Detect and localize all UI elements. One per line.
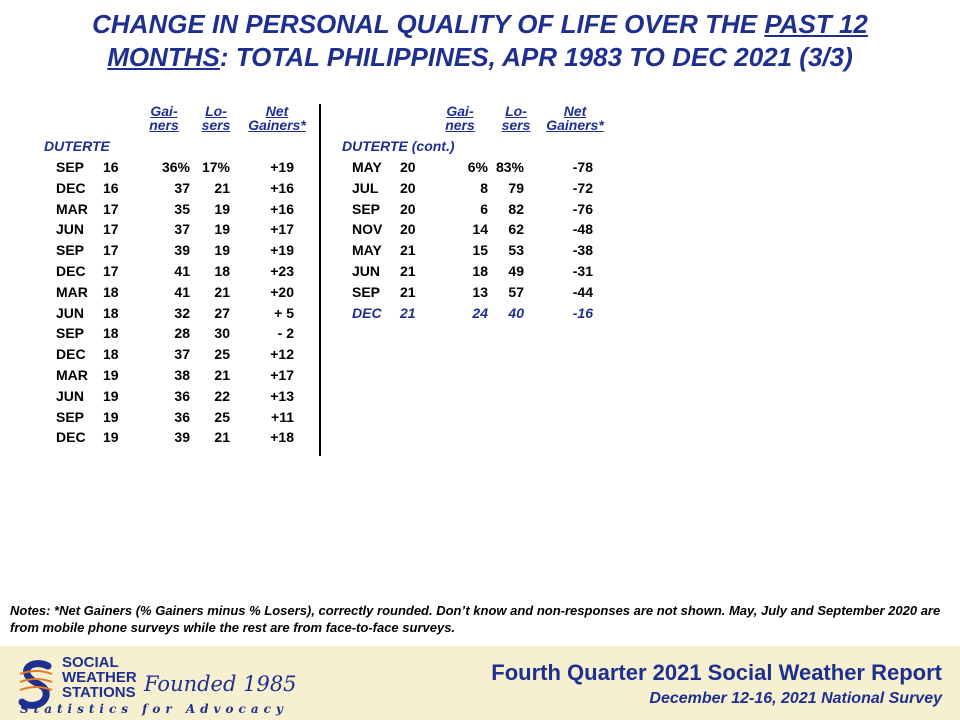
net-gainers-value: +19 (270, 159, 294, 175)
gainers-value: 13 (472, 283, 488, 300)
period-month: JUN (56, 221, 85, 238)
net-gainers-value: +17 (270, 221, 294, 238)
gainers-value: 37 (174, 179, 190, 196)
table-row (0, 282, 960, 302)
gainers-value: 6% (467, 159, 488, 175)
net-gainers-value: +16 (270, 179, 294, 196)
period-month: DEC (56, 263, 86, 279)
losers-value: 30 (214, 325, 230, 342)
losers-value: 17% (201, 159, 230, 175)
losers-value: 25 (214, 408, 230, 425)
net-gainers-value: + 5 (274, 304, 294, 321)
net-gainers-value: -38 (572, 242, 593, 259)
period-month: MAR (56, 200, 88, 217)
period-year: 16 (103, 179, 119, 196)
table-row (0, 240, 960, 260)
survey-date: December 12-16, 2021 National Survey (649, 690, 942, 707)
gainers-header: Gai- ners (149, 103, 179, 133)
losers-value: 62 (508, 221, 524, 238)
period-year: 17 (103, 200, 119, 217)
table-row (0, 261, 960, 281)
net-gainers-value: -72 (572, 179, 593, 196)
gainers-value: 37 (174, 221, 190, 238)
table-row (0, 407, 960, 427)
net-gainers-header: Net Gainers* (248, 103, 306, 133)
period-year: 17 (103, 263, 119, 279)
period-month: SEP (352, 200, 381, 217)
period-year: 19 (103, 408, 119, 425)
losers-value: 79 (508, 179, 524, 196)
net-gainers-value: +20 (270, 283, 294, 300)
losers-value: 21 (214, 367, 230, 383)
period-year: 20 (400, 200, 416, 217)
period-month: MAY (352, 159, 382, 175)
net-gainers-value: -76 (572, 200, 593, 217)
period-year: 19 (103, 367, 119, 383)
period-month: MAY (352, 242, 382, 259)
period-month: JUN (56, 304, 85, 321)
gainers-value: 28 (174, 325, 190, 342)
period-year: 18 (103, 304, 119, 321)
gainers-value: 36 (174, 408, 190, 425)
gainers-value: 18 (472, 263, 488, 279)
period-year: 17 (103, 221, 119, 238)
gainers-value: 36 (174, 387, 190, 404)
report-title: Fourth Quarter 2021 Social Weather Report (491, 660, 942, 685)
losers-value: 57 (508, 283, 524, 300)
section-label: DUTERTE (cont.) (342, 138, 455, 154)
net-gainers-value: -31 (572, 263, 593, 279)
losers-value: 22 (214, 387, 230, 404)
period-month: NOV (352, 221, 383, 238)
net-gainers-value: - 2 (277, 325, 294, 342)
period-year: 21 (400, 242, 416, 259)
period-month: DEC (56, 179, 86, 196)
gainers-value: 41 (174, 263, 190, 279)
period-month: SEP (56, 159, 85, 175)
gainers-value: 14 (472, 221, 488, 238)
period-month: MAR (56, 367, 88, 383)
losers-value: 19 (214, 200, 230, 217)
founded-text: Founded 1985 (144, 672, 297, 696)
losers-value: 21 (214, 179, 230, 196)
losers-value: 25 (214, 346, 230, 363)
period-month: JUN (56, 387, 85, 404)
gainers-value: 36% (161, 159, 190, 175)
period-month: DEC (352, 304, 382, 321)
period-month: DEC (56, 346, 86, 363)
net-gainers-value: -16 (572, 304, 593, 321)
table-row (0, 323, 960, 343)
net-gainers-value: +17 (270, 367, 294, 383)
gainers-header: Gai- ners (445, 103, 475, 133)
net-gainers-value: -44 (572, 283, 593, 300)
period-month: DEC (56, 429, 86, 446)
losers-value: 83% (495, 159, 524, 175)
period-year: 20 (400, 159, 416, 175)
net-gainers-value: +23 (270, 263, 294, 279)
losers-value: 82 (508, 200, 524, 217)
table-row (0, 427, 960, 447)
gainers-value: 41 (174, 283, 190, 300)
losers-value: 49 (508, 263, 524, 279)
losers-header: Lo- sers (501, 103, 531, 133)
gainers-value: 35 (174, 200, 190, 217)
net-gainers-value: +12 (270, 346, 294, 363)
period-month: SEP (56, 242, 85, 259)
period-year: 18 (103, 325, 119, 342)
table-row (0, 199, 960, 219)
table-row (0, 386, 960, 406)
logo-wordmark: SOCIAL WEATHER STATIONS (62, 654, 137, 701)
losers-value: 19 (214, 242, 230, 259)
tagline: Statistics for Advocacy (20, 702, 288, 716)
table-row (0, 365, 960, 385)
table-row (0, 157, 960, 177)
net-gainers-value: +18 (270, 429, 294, 446)
losers-value: 21 (214, 429, 230, 446)
gainers-value: 38 (174, 367, 190, 383)
section-label: DUTERTE (44, 138, 110, 154)
period-year: 20 (400, 221, 416, 238)
table-row (0, 344, 960, 364)
period-year: 16 (103, 159, 119, 175)
period-year: 17 (103, 242, 119, 259)
period-month: JUL (352, 179, 379, 196)
gainers-value: 24 (472, 304, 488, 321)
gainers-value: 15 (472, 242, 488, 259)
net-gainers-value: +13 (270, 387, 294, 404)
table-row (0, 178, 960, 198)
losers-value: 40 (508, 304, 524, 321)
gainers-value: 8 (480, 179, 488, 196)
gainers-value: 37 (174, 346, 190, 363)
period-month: SEP (56, 325, 85, 342)
losers-value: 27 (214, 304, 230, 321)
period-month: JUN (352, 263, 381, 279)
period-year: 20 (400, 179, 416, 196)
period-year: 21 (400, 304, 416, 321)
net-gainers-value: -48 (572, 221, 593, 238)
losers-value: 19 (214, 221, 230, 238)
net-gainers-value: +11 (271, 408, 294, 425)
period-month: SEP (56, 408, 85, 425)
losers-value: 21 (214, 283, 230, 300)
period-year: 18 (103, 283, 119, 300)
gainers-value: 39 (174, 429, 190, 446)
period-year: 19 (103, 387, 119, 404)
net-gainers-header: Net Gainers* (546, 103, 604, 133)
net-gainers-value: +19 (270, 242, 294, 259)
period-year: 18 (103, 346, 119, 363)
gainers-value: 32 (174, 304, 190, 321)
gainers-value: 6 (480, 200, 488, 217)
net-gainers-value: -78 (572, 159, 593, 175)
losers-value: 53 (508, 242, 524, 259)
notes: Notes: *Net Gainers (% Gainers minus % Losers), correctly rounded. Don’t know and non-responses are not shown. May, July and September 2020 are from mobile phone surveys while the rest are from face-to-face surveys. (10, 603, 941, 635)
period-month: SEP (352, 283, 381, 300)
period-year: 21 (400, 263, 416, 279)
gainers-value: 39 (174, 242, 190, 259)
table-row (0, 303, 960, 323)
losers-header: Lo- sers (201, 103, 231, 133)
losers-value: 18 (214, 263, 230, 279)
period-year: 21 (400, 283, 416, 300)
table-row (0, 219, 960, 239)
period-year: 19 (103, 429, 119, 446)
page-title: CHANGE IN PERSONAL QUALITY OF LIFE OVER THE PAST 12 MONTHS: TOTAL PHILIPPINES, APR 1983 TO DEC 2021 (3/3) (92, 9, 868, 72)
net-gainers-value: +16 (270, 200, 294, 217)
period-month: MAR (56, 283, 88, 300)
